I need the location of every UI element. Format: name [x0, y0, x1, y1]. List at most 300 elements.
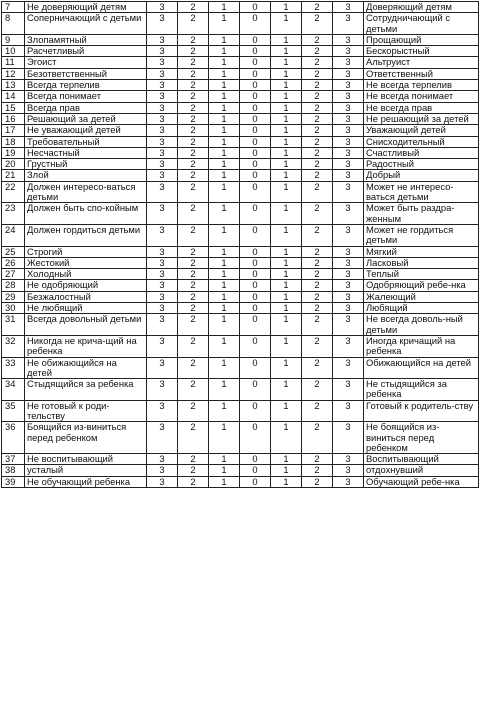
table-row	[2, 257, 479, 268]
table-row	[2, 335, 479, 357]
scale-value: 1	[271, 269, 302, 280]
left-pole-label: Решающий за детей	[25, 113, 147, 124]
left-pole-label: Не готовый к роди-тельству	[25, 400, 147, 422]
scale-value: 2	[178, 57, 209, 68]
scale-value: 1	[209, 147, 240, 158]
left-pole-label: Холодный	[25, 269, 147, 280]
scale-value: 2	[178, 80, 209, 91]
right-pole-label: Радостный	[364, 159, 479, 170]
scale-value: 3	[147, 224, 178, 246]
scale-value: 0	[240, 422, 271, 454]
scale-value: 0	[240, 379, 271, 401]
scale-value: 2	[302, 422, 333, 454]
scale-value: 3	[333, 291, 364, 302]
scale-value: 0	[240, 335, 271, 357]
row-number: 26	[2, 257, 25, 268]
scale-value: 2	[178, 454, 209, 465]
scale-value: 1	[209, 170, 240, 181]
table-row	[2, 181, 479, 203]
scale-value: 2	[178, 280, 209, 291]
scale-value: 2	[178, 125, 209, 136]
right-pole-label: Альтруист	[364, 57, 479, 68]
scale-value: 3	[333, 335, 364, 357]
scale-value: 1	[271, 203, 302, 225]
row-number: 27	[2, 269, 25, 280]
scale-value: 2	[302, 357, 333, 379]
row-number: 25	[2, 246, 25, 257]
scale-value: 0	[240, 203, 271, 225]
scale-value: 0	[240, 303, 271, 314]
scale-value: 1	[209, 136, 240, 147]
table-body	[2, 2, 479, 488]
scale-value: 1	[271, 57, 302, 68]
scale-value: 2	[178, 257, 209, 268]
scale-value: 3	[147, 335, 178, 357]
row-number: 17	[2, 125, 25, 136]
scale-value: 1	[209, 2, 240, 13]
scale-value: 1	[209, 280, 240, 291]
scale-value: 1	[271, 113, 302, 124]
scale-value: 3	[147, 136, 178, 147]
scale-value: 0	[240, 291, 271, 302]
scale-value: 1	[271, 422, 302, 454]
left-pole-label: Никогда не крича-щий на ребенка	[25, 335, 147, 357]
scale-value: 1	[209, 400, 240, 422]
scale-value: 0	[240, 113, 271, 124]
scale-value: 3	[147, 379, 178, 401]
scale-value: 3	[147, 102, 178, 113]
scale-value: 3	[147, 314, 178, 336]
scale-value: 0	[240, 170, 271, 181]
scale-value: 3	[333, 303, 364, 314]
scale-value: 2	[178, 46, 209, 57]
scale-value: 3	[333, 224, 364, 246]
scale-value: 1	[209, 257, 240, 268]
scale-value: 2	[178, 379, 209, 401]
scale-value: 3	[333, 357, 364, 379]
right-pole-label: Не всегда понимает	[364, 91, 479, 102]
left-pole-label: усталый	[25, 465, 147, 476]
row-number: 31	[2, 314, 25, 336]
scale-value: 2	[302, 34, 333, 45]
scale-value: 3	[147, 147, 178, 158]
row-number: 32	[2, 335, 25, 357]
scale-value: 0	[240, 2, 271, 13]
left-pole-label: Всегда терпелив	[25, 80, 147, 91]
scale-value: 1	[271, 465, 302, 476]
semantic-differential-table	[1, 1, 479, 488]
scale-value: 1	[271, 224, 302, 246]
scale-value: 3	[333, 2, 364, 13]
scale-value: 1	[271, 68, 302, 79]
scale-value: 0	[240, 125, 271, 136]
scale-value: 2	[302, 170, 333, 181]
row-number: 7	[2, 2, 25, 13]
scale-value: 1	[271, 80, 302, 91]
scale-value: 3	[333, 246, 364, 257]
left-pole-label: Жестокий	[25, 257, 147, 268]
scale-value: 3	[333, 136, 364, 147]
scale-value: 3	[333, 68, 364, 79]
table-row	[2, 80, 479, 91]
right-pole-label: Добрый	[364, 170, 479, 181]
scale-value: 3	[147, 68, 178, 79]
scale-value: 3	[333, 125, 364, 136]
left-pole-label: Стыдящийся за ребенка	[25, 379, 147, 401]
row-number: 13	[2, 80, 25, 91]
table-row	[2, 454, 479, 465]
scale-value: 1	[209, 91, 240, 102]
scale-value: 1	[271, 246, 302, 257]
right-pole-label: Может быть раздра-женным	[364, 203, 479, 225]
scale-value: 3	[147, 80, 178, 91]
table-row	[2, 46, 479, 57]
right-pole-label: Не стыдящийся за ребенка	[364, 379, 479, 401]
table-row	[2, 476, 479, 487]
scale-value: 2	[178, 357, 209, 379]
scale-value: 2	[178, 113, 209, 124]
scale-value: 2	[178, 91, 209, 102]
scale-value: 3	[333, 203, 364, 225]
row-number: 19	[2, 147, 25, 158]
right-pole-label: Прощающий	[364, 34, 479, 45]
scale-value: 1	[271, 159, 302, 170]
scale-value: 1	[209, 181, 240, 203]
scale-value: 2	[302, 181, 333, 203]
scale-value: 2	[302, 400, 333, 422]
row-number: 18	[2, 136, 25, 147]
right-pole-label: Доверяющий детям	[364, 2, 479, 13]
left-pole-label: Должен интересо-ваться детьми	[25, 181, 147, 203]
scale-value: 2	[178, 203, 209, 225]
right-pole-label: Теплый	[364, 269, 479, 280]
left-pole-label: Не любящий	[25, 303, 147, 314]
left-pole-label: Грустный	[25, 159, 147, 170]
scale-value: 1	[209, 422, 240, 454]
scale-value: 3	[147, 46, 178, 57]
table-row	[2, 224, 479, 246]
left-pole-label: Не уважающий детей	[25, 125, 147, 136]
scale-value: 3	[333, 379, 364, 401]
scale-value: 2	[302, 91, 333, 102]
scale-value: 1	[271, 46, 302, 57]
scale-value: 1	[209, 102, 240, 113]
scale-value: 2	[302, 113, 333, 124]
row-number: 16	[2, 113, 25, 124]
scale-value: 2	[178, 335, 209, 357]
scale-value: 2	[302, 335, 333, 357]
scale-value: 2	[302, 280, 333, 291]
table-row	[2, 303, 479, 314]
scale-value: 0	[240, 68, 271, 79]
right-pole-label: Не всегда терпелив	[364, 80, 479, 91]
scale-value: 0	[240, 357, 271, 379]
left-pole-label: Должен гордиться детьми	[25, 224, 147, 246]
scale-value: 1	[209, 68, 240, 79]
table-row	[2, 91, 479, 102]
right-pole-label: Сотрудничающий с детьми	[364, 13, 479, 35]
table-row	[2, 136, 479, 147]
scale-value: 2	[178, 13, 209, 35]
table-row	[2, 400, 479, 422]
scale-value: 1	[271, 379, 302, 401]
scale-value: 3	[147, 57, 178, 68]
row-number: 35	[2, 400, 25, 422]
scale-value: 0	[240, 476, 271, 487]
scale-value: 2	[178, 170, 209, 181]
left-pole-label: Не доверяющий детям	[25, 2, 147, 13]
scale-value: 1	[209, 269, 240, 280]
scale-value: 1	[209, 246, 240, 257]
right-pole-label: Не боящийся из-виниться перед ребенком	[364, 422, 479, 454]
row-number: 34	[2, 379, 25, 401]
scale-value: 1	[209, 291, 240, 302]
scale-value: 0	[240, 46, 271, 57]
scale-value: 0	[240, 102, 271, 113]
left-pole-label: Не воспитывающий	[25, 454, 147, 465]
row-number: 33	[2, 357, 25, 379]
scale-value: 0	[240, 224, 271, 246]
right-pole-label: Счастливый	[364, 147, 479, 158]
left-pole-label: Злопамятный	[25, 34, 147, 45]
table-row	[2, 57, 479, 68]
table-row	[2, 159, 479, 170]
scale-value: 2	[302, 136, 333, 147]
scale-value: 3	[147, 159, 178, 170]
row-number: 37	[2, 454, 25, 465]
scale-value: 1	[209, 46, 240, 57]
left-pole-label: Боящийся из-виниться перед ребенком	[25, 422, 147, 454]
left-pole-label: Не одобряющий	[25, 280, 147, 291]
scale-value: 3	[147, 303, 178, 314]
scale-value: 2	[302, 303, 333, 314]
scale-value: 2	[302, 68, 333, 79]
scale-value: 3	[333, 314, 364, 336]
table-row	[2, 34, 479, 45]
row-number: 21	[2, 170, 25, 181]
scale-value: 3	[333, 159, 364, 170]
scale-value: 1	[271, 303, 302, 314]
scale-value: 1	[271, 125, 302, 136]
scale-value: 1	[271, 91, 302, 102]
scale-value: 3	[147, 400, 178, 422]
scale-value: 1	[271, 454, 302, 465]
scale-value: 3	[333, 465, 364, 476]
scale-value: 2	[178, 314, 209, 336]
scale-value: 2	[302, 57, 333, 68]
table-row	[2, 113, 479, 124]
scale-value: 3	[147, 170, 178, 181]
left-pole-label: Безжалостный	[25, 291, 147, 302]
scale-value: 3	[333, 422, 364, 454]
left-pole-label: Требовательный	[25, 136, 147, 147]
scale-value: 2	[302, 46, 333, 57]
scale-value: 2	[178, 303, 209, 314]
scale-value: 1	[209, 465, 240, 476]
table-row	[2, 203, 479, 225]
left-pole-label: Злой	[25, 170, 147, 181]
scale-value: 1	[209, 357, 240, 379]
scale-value: 2	[302, 125, 333, 136]
scale-value: 3	[147, 269, 178, 280]
scale-value: 2	[302, 291, 333, 302]
left-pole-label: Расчетливый	[25, 46, 147, 57]
scale-value: 1	[271, 257, 302, 268]
scale-value: 2	[178, 400, 209, 422]
scale-value: 3	[333, 102, 364, 113]
scale-value: 1	[271, 13, 302, 35]
scale-value: 2	[178, 181, 209, 203]
row-number: 30	[2, 303, 25, 314]
scale-value: 1	[271, 400, 302, 422]
right-pole-label: Может не гордиться детьми	[364, 224, 479, 246]
scale-value: 1	[209, 34, 240, 45]
scale-value: 0	[240, 454, 271, 465]
scale-value: 3	[333, 400, 364, 422]
scale-value: 1	[271, 335, 302, 357]
scale-value: 0	[240, 91, 271, 102]
scale-value: 2	[302, 246, 333, 257]
scale-value: 2	[178, 136, 209, 147]
scale-value: 2	[302, 80, 333, 91]
table-row	[2, 269, 479, 280]
left-pole-label: Должен быть спо-койным	[25, 203, 147, 225]
left-pole-label: Несчастный	[25, 147, 147, 158]
scale-value: 3	[147, 34, 178, 45]
scale-value: 1	[209, 57, 240, 68]
scale-value: 1	[271, 170, 302, 181]
right-pole-label: Может не интересо-ваться детьми	[364, 181, 479, 203]
scale-value: 3	[147, 422, 178, 454]
scale-value: 2	[178, 476, 209, 487]
scale-value: 2	[302, 224, 333, 246]
scale-value: 2	[178, 465, 209, 476]
scale-value: 2	[178, 291, 209, 302]
scale-value: 1	[209, 13, 240, 35]
row-number: 10	[2, 46, 25, 57]
table-row	[2, 13, 479, 35]
row-number: 23	[2, 203, 25, 225]
scale-value: 3	[147, 113, 178, 124]
right-pole-label: Не всегда доволь-ный детьми	[364, 314, 479, 336]
scale-value: 1	[209, 113, 240, 124]
scale-value: 1	[271, 136, 302, 147]
row-number: 9	[2, 34, 25, 45]
table-row	[2, 68, 479, 79]
row-number: 11	[2, 57, 25, 68]
left-pole-label: Всегда прав	[25, 102, 147, 113]
scale-value: 1	[271, 314, 302, 336]
scale-value: 0	[240, 13, 271, 35]
scale-value: 2	[178, 269, 209, 280]
scale-value: 1	[271, 102, 302, 113]
left-pole-label: Соперничающий с детьми	[25, 13, 147, 35]
row-number: 8	[2, 13, 25, 35]
scale-value: 3	[147, 291, 178, 302]
scale-value: 0	[240, 57, 271, 68]
row-number: 28	[2, 280, 25, 291]
scale-value: 3	[147, 357, 178, 379]
scale-value: 0	[240, 80, 271, 91]
row-number: 15	[2, 102, 25, 113]
scale-value: 3	[147, 2, 178, 13]
table-row	[2, 280, 479, 291]
scale-value: 2	[178, 246, 209, 257]
scale-value: 2	[178, 147, 209, 158]
scale-value: 1	[271, 181, 302, 203]
row-number: 12	[2, 68, 25, 79]
left-pole-label: Безответственный	[25, 68, 147, 79]
scale-value: 3	[333, 257, 364, 268]
scale-value: 1	[271, 34, 302, 45]
right-pole-label: Ласковый	[364, 257, 479, 268]
scale-value: 3	[147, 203, 178, 225]
right-pole-label: Иногда кричащий на ребенка	[364, 335, 479, 357]
table-row	[2, 291, 479, 302]
right-pole-label: Готовый к родитель-ству	[364, 400, 479, 422]
scale-value: 2	[302, 147, 333, 158]
left-pole-label: Не обижающийся на детей	[25, 357, 147, 379]
scale-value: 3	[333, 269, 364, 280]
scale-value: 0	[240, 246, 271, 257]
right-pole-label: Обучающий ребе-нка	[364, 476, 479, 487]
row-number: 39	[2, 476, 25, 487]
right-pole-label: Уважающий детей	[364, 125, 479, 136]
scale-value: 2	[302, 257, 333, 268]
right-pole-label: Воспитывающий	[364, 454, 479, 465]
scale-value: 3	[147, 13, 178, 35]
right-pole-label: Обижающийся на детей	[364, 357, 479, 379]
scale-value: 0	[240, 269, 271, 280]
scale-value: 3	[333, 170, 364, 181]
right-pole-label: отдохнувший	[364, 465, 479, 476]
scale-value: 1	[271, 291, 302, 302]
table-row	[2, 2, 479, 13]
left-pole-label: Не обучающий ребенка	[25, 476, 147, 487]
scale-value: 3	[333, 80, 364, 91]
scale-value: 0	[240, 280, 271, 291]
right-pole-label: Ответственный	[364, 68, 479, 79]
scale-value: 0	[240, 136, 271, 147]
scale-value: 3	[333, 113, 364, 124]
scale-value: 3	[147, 257, 178, 268]
scale-value: 3	[147, 91, 178, 102]
row-number: 38	[2, 465, 25, 476]
table-row	[2, 147, 479, 158]
scale-value: 0	[240, 314, 271, 336]
scale-value: 0	[240, 34, 271, 45]
row-number: 24	[2, 224, 25, 246]
scale-value: 1	[271, 476, 302, 487]
scale-value: 1	[209, 80, 240, 91]
scale-value: 3	[147, 454, 178, 465]
scale-value: 3	[333, 280, 364, 291]
scale-value: 1	[209, 379, 240, 401]
row-number: 29	[2, 291, 25, 302]
scale-value: 2	[178, 224, 209, 246]
scale-value: 3	[333, 454, 364, 465]
row-number: 14	[2, 91, 25, 102]
scale-value: 2	[302, 2, 333, 13]
scale-value: 2	[178, 2, 209, 13]
scale-value: 3	[333, 46, 364, 57]
left-pole-label: Эгоист	[25, 57, 147, 68]
table-row	[2, 102, 479, 113]
scale-value: 3	[333, 476, 364, 487]
scale-value: 1	[209, 125, 240, 136]
left-pole-label: Всегда довольный детьми	[25, 314, 147, 336]
table-row	[2, 422, 479, 454]
